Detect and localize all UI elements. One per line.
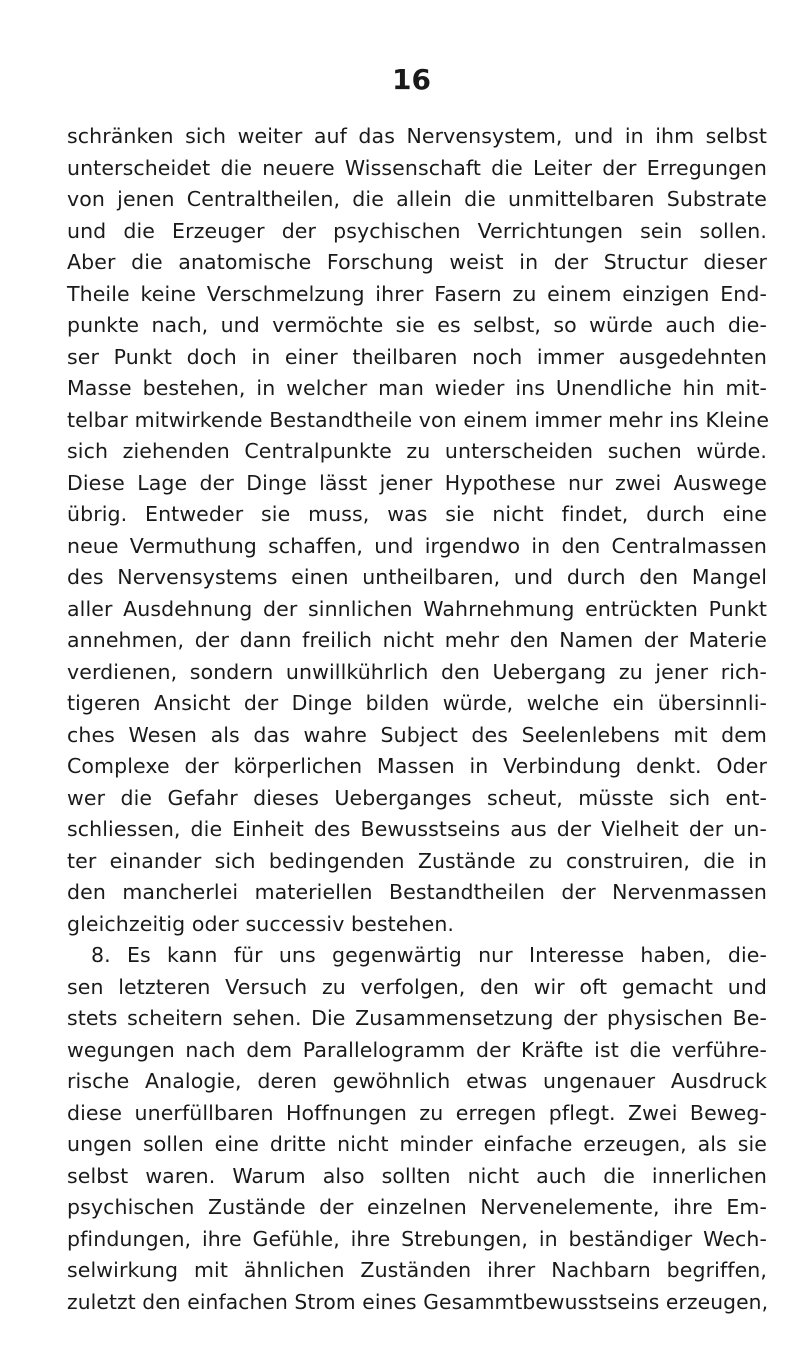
text-line: aller Ausdehnung der sinnlichen Wahrnehmung entrückten Punkt [67, 596, 767, 621]
text-line: unterscheidet die neuere Wissenschaft die Leiter der Erregungen [67, 155, 767, 180]
text-line: wer die Gefahr dieses Ueberganges scheut, müsste sich ent- [67, 785, 767, 810]
text-line: ser Punkt doch in einer theilbaren noch immer ausgedehnten [67, 344, 767, 369]
text-line: pfindungen, ihre Gefühle, ihre Strebungen, in beständiger Wech- [67, 1226, 767, 1251]
text-line: Aber die anatomische Forschung weist in der Structur dieser [67, 250, 767, 274]
text-line: verdienen, sondern unwillkührlich den Uebergang zu jener rich- [67, 659, 767, 684]
text-line: schliessen, die Einheit des Bewusstseins aus der Vielheit der un- [67, 817, 767, 841]
text-line: sich ziehenden Centralpunkte zu unterscheiden suchen würde. [67, 439, 767, 463]
text-line: Complexe der körperlichen Massen in Verbindung denkt. Oder [67, 754, 767, 778]
body-text [67, 121, 770, 1318]
text-line: selwirkung mit ähnlichen Zuständen ihrer Nachbarn begriffen, [67, 1258, 767, 1282]
text-line: schränken sich weiter auf das Nervensystem, und in ihm selbst [67, 124, 767, 148]
text-line: selbst waren. Warum also sollten nicht auch die innerlichen [67, 1163, 767, 1188]
text-line: sen letzteren Versuch zu verfolgen, den wir oft gemacht und [67, 974, 767, 999]
text-line: von jenen Centraltheilen, die allein die unmittelbaren Substrate [67, 187, 767, 211]
text-line: den mancherlei materiellen Bestandtheilen der Nervenmassen [67, 880, 767, 904]
text-line-paragraph-end: gleichzeitig oder successiv bestehen. [67, 911, 455, 936]
text-line: rische Analogie, deren gewöhnlich etwas ungenauer Ausdruck [67, 1069, 767, 1093]
text-line: und die Erzeuger der psychischen Verrichtungen sein sollen. [67, 218, 767, 243]
page-number: 16 [392, 63, 431, 96]
text-line: ungen sollen eine dritte nicht minder einfache erzeugen, als sie [67, 1132, 767, 1156]
text-line: Masse bestehen, in welcher man wieder ins Unendliche hin mit- [67, 376, 767, 400]
text-line: zuletzt den einfachen Strom eines Gesammtbewusstseins erzeugen, [67, 1289, 769, 1314]
text-line: übrig. Entweder sie muss, was sie nicht findet, durch eine [67, 502, 767, 526]
text-line: punkte nach, und vermöchte sie es selbst, so würde auch die- [67, 313, 767, 337]
text-line-paragraph-start: 8. Es kann für uns gegenwärtig nur Interesse haben, die- [91, 943, 767, 967]
text-line: tigeren Ansicht der Dinge bilden würde, welche ein übersinnli- [67, 691, 767, 715]
text-line: psychischen Zustände der einzelnen Nervenelemente, ihre Em- [67, 1195, 767, 1219]
text-line: neue Vermuthung schaffen, und irgendwo in den Centralmassen [67, 533, 767, 558]
text-line: telbar mitwirkende Bestandtheile von einem immer mehr ins Kleine [67, 407, 770, 432]
text-line: diese unerfüllbaren Hoffnungen zu erregen pflegt. Zwei Beweg- [67, 1100, 767, 1125]
text-line: stets scheitern sehen. Die Zusammensetzung der physischen Be- [67, 1006, 767, 1030]
text-line: ches Wesen als das wahre Subject des Seelenlebens mit dem [67, 722, 767, 747]
text-line: Diese Lage der Dinge lässt jener Hypothese nur zwei Auswege [67, 470, 767, 495]
text-line: wegungen nach dem Parallelogramm der Kräfte ist die verführe- [67, 1037, 767, 1062]
text-line: annehmen, der dann freilich nicht mehr den Namen der Materie [67, 628, 767, 652]
text-line: des Nervensystems einen untheilbaren, und durch den Mangel [67, 565, 767, 589]
text-line: ter einander sich bedingenden Zustände zu construiren, die in [67, 848, 767, 873]
text-line: Theile keine Verschmelzung ihrer Fasern zu einem einzigen End- [67, 281, 767, 306]
